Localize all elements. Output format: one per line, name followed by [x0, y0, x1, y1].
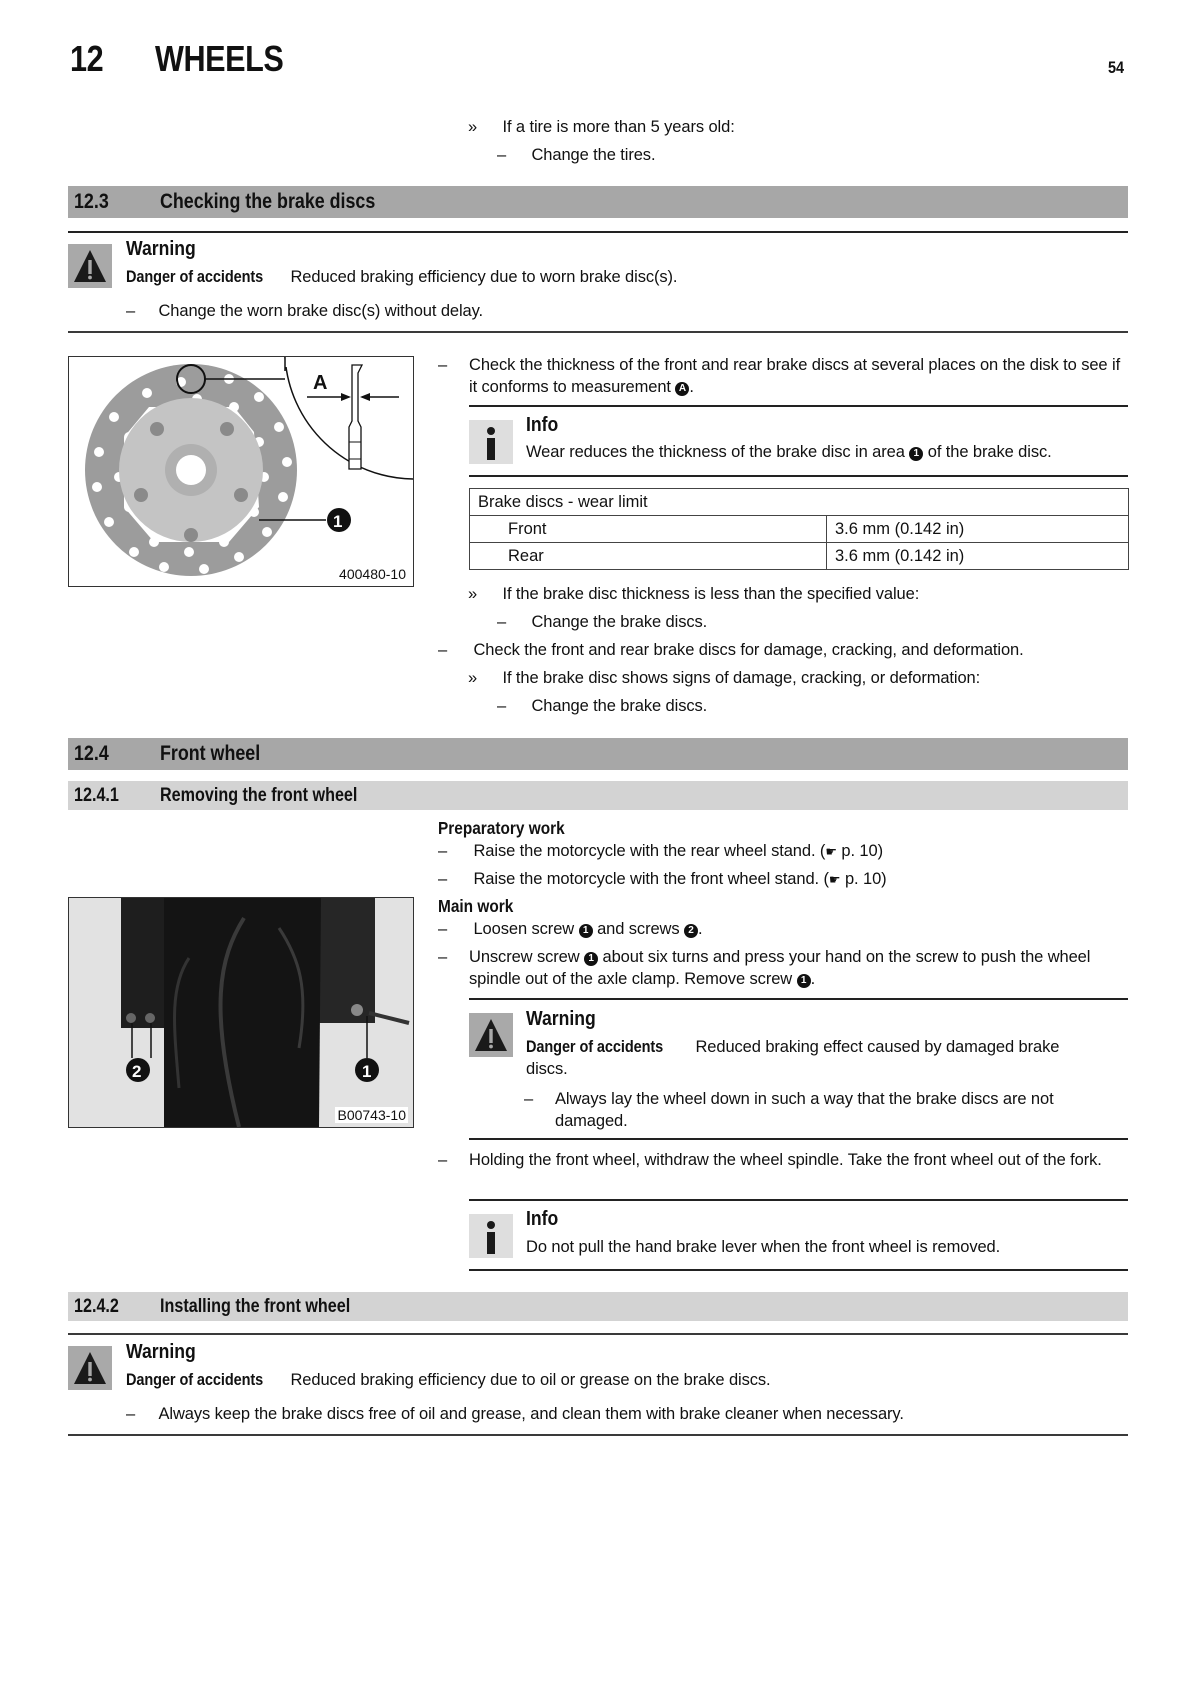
step-text: Check the front and rear brake discs for damage, cracking, and deformation.	[473, 641, 1024, 659]
condition-thickness	[468, 583, 919, 605]
callout-2-icon: 2	[684, 924, 698, 938]
page-reference-link[interactable]: p. 10)	[841, 842, 883, 860]
step-marker: –	[438, 948, 448, 966]
warning-title-text: Warning	[526, 1008, 596, 1030]
step-text: and screws	[597, 920, 680, 938]
row-value: 3.6 mm (0.142 in)	[827, 543, 1129, 570]
section-title: Checking the brake discs	[160, 190, 376, 213]
warning-label: Danger of accidents	[126, 268, 264, 286]
section-number: 12.4.2	[74, 1296, 119, 1317]
svg-text:2: 2	[132, 1062, 142, 1081]
step-marker: –	[438, 842, 448, 860]
info-title-text: Info	[526, 414, 559, 436]
section-number: 12.4	[74, 742, 109, 765]
intro-action	[497, 144, 655, 166]
main-step-loosen	[438, 918, 702, 940]
warning-step-text: Change the worn brake disc(s) without delay.	[158, 302, 484, 320]
warning-step-text: Always lay the wheel down in such a way that the brake discs are not damaged.	[555, 1090, 1054, 1130]
heading-text: Preparatory work	[438, 818, 565, 838]
warning-description	[526, 1036, 1086, 1080]
step-marker: –	[438, 356, 448, 374]
page-reference-link[interactable]: p. 10)	[844, 870, 887, 888]
prep-step-rear-stand	[438, 840, 883, 863]
warning-text: Reduced braking efficiency due to oil or grease on the brake discs.	[290, 1371, 771, 1389]
warning-text: Reduced braking effect caused by damaged brake discs.	[526, 1038, 1060, 1078]
table-row	[470, 543, 1129, 570]
step-marker: –	[497, 146, 507, 164]
main-work-heading	[438, 896, 524, 917]
step-marker: –	[497, 697, 507, 715]
row-label: Rear	[470, 543, 827, 570]
divider	[469, 405, 1128, 407]
step-text: Raise the motorcycle with the rear wheel stand. (	[473, 842, 826, 860]
warning-title	[126, 238, 205, 261]
info-text: Do not pull the hand brake lever when the front wheel is removed.	[526, 1238, 1001, 1256]
info-text	[526, 441, 1052, 463]
info-title	[526, 414, 563, 437]
svg-text:A: A	[313, 372, 328, 394]
callout-a-icon: A	[675, 382, 689, 396]
info-text-before: Wear reduces the thickness of the brake disc in area	[526, 443, 905, 461]
warning-step	[126, 1403, 904, 1425]
warning-label: Danger of accidents	[126, 1371, 264, 1389]
warning-triangle-icon	[68, 244, 112, 288]
warning-step-text: Always keep the brake discs free of oil and grease, and clean them with brake cleaner when necessary.	[158, 1405, 904, 1423]
section-title: Removing the front wheel	[160, 785, 358, 806]
step-marker: –	[438, 641, 448, 659]
step-withdraw-spindle	[438, 1149, 1128, 1171]
step-text: .	[698, 920, 703, 938]
intro-condition-text: If a tire is more than 5 years old:	[502, 118, 735, 136]
divider	[68, 331, 1128, 333]
step-marker: –	[497, 613, 507, 631]
step-marker: –	[438, 870, 448, 888]
info-text-after: of the brake disc.	[927, 443, 1052, 461]
step-text: Check the thickness of the front and rear brake discs at several places on the disk to see if it conforms to measurement	[469, 356, 1121, 396]
section-title: Installing the front wheel	[160, 1296, 351, 1317]
warning-triangle-icon	[469, 1013, 513, 1057]
figure-id: 400480-10	[339, 566, 406, 582]
callout-1-icon: 1	[584, 952, 598, 966]
divider	[469, 1199, 1128, 1201]
step-check-thickness: – Check the thickness of the front and rear brake discs at several places on the disk to see if it conforms to measurement A .	[438, 356, 1121, 396]
divider	[68, 1434, 1128, 1436]
action-change-discs	[497, 611, 707, 633]
step-marker: –	[438, 1151, 448, 1169]
step-text: Raise the motorcycle with the front wheel stand. (	[473, 870, 829, 888]
prep-step-front-stand	[438, 868, 887, 891]
step-text: about six turns and press your hand on the screw to push the wheel spindle out of the axle clamp. Remove screw	[469, 948, 1091, 988]
callout-1-icon: 1	[909, 447, 923, 461]
warning-description	[126, 266, 677, 288]
wear-limit-table	[469, 488, 1129, 570]
step-text: Unscrew screw	[469, 948, 580, 966]
step-marker: –	[438, 920, 448, 938]
section-heading-12-4-2	[68, 1292, 1128, 1321]
figure-id: B00743-10	[337, 1107, 406, 1123]
action-text: Change the brake discs.	[531, 613, 708, 631]
section-title: Front wheel	[160, 742, 261, 765]
heading-text: Main work	[438, 896, 514, 916]
step-text: Holding the front wheel, withdraw the wheel spindle. Take the front wheel out of the fork.	[469, 1151, 1102, 1169]
warning-label: Danger of accidents	[526, 1038, 664, 1056]
step-check-damage	[438, 639, 1024, 661]
warning-title	[526, 1008, 605, 1031]
warning-step	[524, 1088, 1114, 1132]
row-label: Front	[470, 516, 827, 543]
action-change-discs-2	[497, 695, 707, 717]
warning-triangle-icon	[68, 1346, 112, 1390]
warning-text: Reduced braking efficiency due to worn brake disc(s).	[290, 268, 678, 286]
divider	[68, 231, 1128, 233]
step-text: Loosen screw	[473, 920, 575, 938]
action-text: Change the brake discs.	[531, 697, 708, 715]
info-icon	[469, 1214, 513, 1258]
section-heading-12-4	[68, 738, 1128, 770]
step-text: .	[810, 970, 816, 988]
section-heading-12-3	[68, 186, 1128, 218]
info-title-text: Info	[526, 1208, 559, 1230]
info-icon	[469, 420, 513, 464]
warning-title-text: Warning	[126, 238, 196, 260]
warning-title-text: Warning	[126, 1341, 196, 1363]
table-row	[470, 516, 1129, 543]
divider	[469, 475, 1128, 477]
chapter-title: WHEELS	[155, 38, 284, 79]
condition-marker: »	[468, 118, 478, 136]
svg-text:1: 1	[362, 1062, 372, 1081]
section-number: 12.4.1	[74, 785, 119, 806]
main-step-unscrew	[438, 946, 1128, 990]
row-value: 3.6 mm (0.142 in)	[827, 516, 1129, 543]
divider	[469, 998, 1128, 1000]
divider	[68, 1333, 1128, 1335]
brake-disc-illustration	[69, 357, 413, 586]
section-number: 12.3	[74, 190, 109, 213]
intro-condition	[468, 116, 735, 138]
chapter-number: 12	[70, 38, 104, 79]
condition-text: If the brake disc thickness is less than the specified value:	[502, 585, 920, 603]
warning-description	[126, 1369, 771, 1391]
callout-1-icon: 1	[579, 924, 593, 938]
condition-marker: »	[468, 585, 478, 603]
front-wheel-figure	[68, 897, 414, 1128]
section-heading-12-4-1	[68, 781, 1128, 810]
divider	[469, 1138, 1128, 1140]
step-marker: –	[126, 1405, 136, 1423]
front-wheel-photo	[69, 898, 413, 1127]
callout-1-icon: 1	[797, 974, 811, 988]
condition-text: If the brake disc shows signs of damage, cracking, or deformation:	[502, 669, 981, 687]
page-number: 54	[1108, 58, 1125, 77]
table-title: Brake discs - wear limit	[470, 489, 1129, 516]
intro-action-text: Change the tires.	[531, 146, 656, 164]
brake-disc-figure	[68, 356, 414, 587]
divider	[469, 1269, 1128, 1271]
pointing-hand-icon: ☛	[825, 844, 837, 859]
step-marker: –	[126, 302, 136, 320]
svg-text:1: 1	[333, 512, 343, 531]
step-marker: –	[524, 1090, 534, 1108]
condition-damage	[468, 667, 980, 689]
warning-step	[126, 300, 483, 322]
pointing-hand-icon: ☛	[828, 872, 841, 887]
warning-title	[126, 1341, 205, 1364]
condition-marker: »	[468, 669, 478, 687]
info-title	[526, 1208, 563, 1231]
preparatory-work-heading	[438, 818, 582, 839]
